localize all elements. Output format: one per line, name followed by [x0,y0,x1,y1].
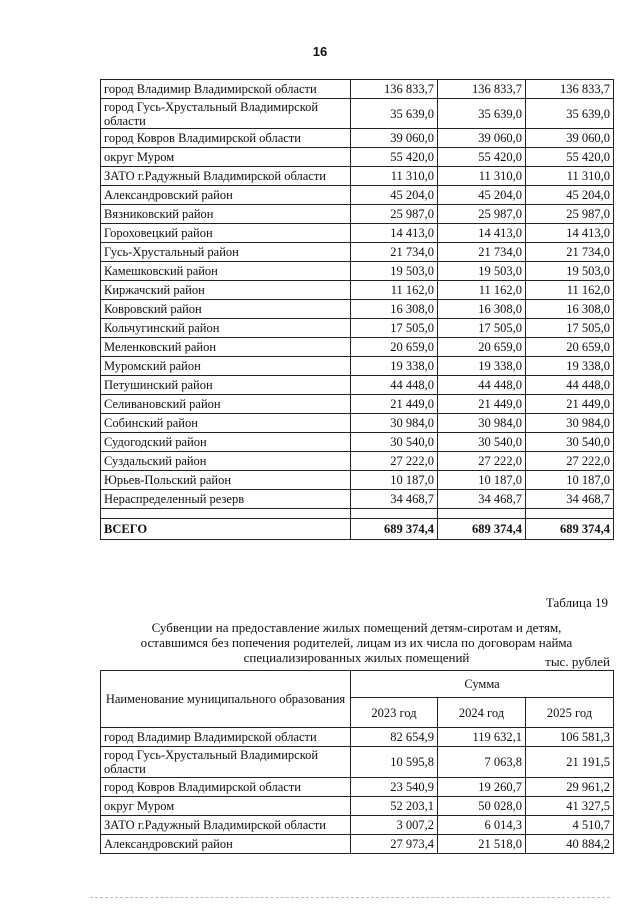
value-2025-cell: 44 448,0 [526,376,614,395]
municipality-cell: Гусь-Хрустальный район [101,243,351,262]
municipality-cell: Вязниковский район [101,205,351,224]
value-2024-cell: 19 503,0 [438,262,526,281]
units-label: тыс. рублей [545,654,610,669]
table-row [101,452,614,471]
value-2025-cell: 20 659,0 [526,338,614,357]
value-2023-cell: 52 203,1 [351,797,438,816]
table-row [101,778,614,797]
value-2025-cell: 11 162,0 [526,281,614,300]
housing-subsidies-table [100,670,614,854]
value-2023-cell: 30 540,0 [351,433,438,452]
table-row [101,747,614,778]
value-2023-cell: 11 162,0 [351,281,438,300]
header-year-2023: 2023 год [351,698,438,728]
value-2023-cell: 25 987,0 [351,205,438,224]
municipality-cell: город Гусь-Хрустальный Владимирской области [101,99,351,129]
value-2023-cell: 20 659,0 [351,338,438,357]
value-2023-cell: 11 310,0 [351,167,438,186]
value-2024-cell: 119 632,1 [438,728,526,747]
value-2025-cell: 27 222,0 [526,452,614,471]
value-2023-cell: 136 833,7 [351,80,438,99]
table1-body [101,80,614,540]
table-label: Таблица 19 [545,595,608,610]
value-2023-cell: 17 505,0 [351,319,438,338]
value-2024-cell: 19 260,7 [438,778,526,797]
table-row [101,433,614,452]
table-row [101,129,614,148]
value-2023-cell: 23 540,9 [351,778,438,797]
spacer-row [101,509,614,519]
value-2025-cell: 106 581,3 [526,728,614,747]
value-2023-cell: 16 308,0 [351,300,438,319]
value-2024-cell: 19 338,0 [438,357,526,376]
table-row [101,395,614,414]
header-year-2025: 2025 год [526,698,614,728]
value-2025-cell: 21 449,0 [526,395,614,414]
municipality-cell: Меленковский район [101,338,351,357]
value-2025-cell: 29 961,2 [526,778,614,797]
table-row [101,338,614,357]
value-2024-cell: 35 639,0 [438,99,526,129]
title-line: специализированных жилых помещений [243,650,470,665]
table-row [101,376,614,395]
page-number: 16 [312,44,328,59]
value-2025-cell: 4 510,7 [526,816,614,835]
value-2024-cell: 20 659,0 [438,338,526,357]
value-2023-cell: 39 060,0 [351,129,438,148]
value-2023-cell: 689 374,4 [351,519,438,540]
spacer-cell [351,509,438,519]
value-2023-cell: 21 449,0 [351,395,438,414]
value-2024-cell: 39 060,0 [438,129,526,148]
municipality-cell: Селивановский район [101,395,351,414]
table-row [101,243,614,262]
municipality-cell: Собинский район [101,414,351,433]
value-2025-cell: 16 308,0 [526,300,614,319]
municipality-cell: город Владимир Владимирской области [101,80,351,99]
municipality-cell: ЗАТО г.Радужный Владимирской области [101,167,351,186]
municipality-cell: ЗАТО г.Радужный Владимирской области [101,816,351,835]
spacer-cell [526,509,614,519]
value-2025-cell: 30 984,0 [526,414,614,433]
value-2024-cell: 14 413,0 [438,224,526,243]
value-2025-cell: 14 413,0 [526,224,614,243]
table-row [101,80,614,99]
table-row [101,205,614,224]
value-2024-cell: 55 420,0 [438,148,526,167]
value-2024-cell: 50 028,0 [438,797,526,816]
table-row [101,300,614,319]
value-2025-cell: 25 987,0 [526,205,614,224]
value-2024-cell: 25 987,0 [438,205,526,224]
value-2023-cell: 10 187,0 [351,471,438,490]
table-row [101,816,614,835]
title-line: оставшимся без попечения родителей, лицам из их числа по договорам найма [140,635,573,650]
table-row [101,99,614,129]
table-row [101,319,614,338]
page-bottom-edge [90,897,610,898]
table-row [101,167,614,186]
value-2024-cell: 689 374,4 [438,519,526,540]
municipality-cell: Петушинский район [101,376,351,395]
value-2023-cell: 82 654,9 [351,728,438,747]
municipality-cell: Кольчугинский район [101,319,351,338]
value-2024-cell: 136 833,7 [438,80,526,99]
spacer-cell [438,509,526,519]
value-2023-cell: 21 734,0 [351,243,438,262]
municipality-cell: округ Муром [101,148,351,167]
value-2025-cell: 30 540,0 [526,433,614,452]
value-2024-cell: 16 308,0 [438,300,526,319]
municipality-cell: Нераспределенный резерв [101,490,351,509]
municipality-cell: город Гусь-Хрустальный Владимирской области [101,747,351,778]
value-2025-cell: 34 468,7 [526,490,614,509]
value-2023-cell: 45 204,0 [351,186,438,205]
value-2023-cell: 14 413,0 [351,224,438,243]
municipality-cell: Муромский район [101,357,351,376]
value-2024-cell: 10 187,0 [438,471,526,490]
municipality-cell: город Ковров Владимирской области [101,778,351,797]
table-row [101,148,614,167]
value-2023-cell: 35 639,0 [351,99,438,129]
value-2024-cell: 21 734,0 [438,243,526,262]
table-row [101,281,614,300]
value-2023-cell: 34 468,7 [351,490,438,509]
table-row [101,835,614,854]
value-2025-cell: 17 505,0 [526,319,614,338]
total-row [101,519,614,540]
header-year-2024: 2024 год [438,698,526,728]
subsidies-table-continued [100,79,614,540]
municipality-cell: Александровский район [101,186,351,205]
value-2024-cell: 30 540,0 [438,433,526,452]
value-2025-cell: 19 503,0 [526,262,614,281]
value-2025-cell: 55 420,0 [526,148,614,167]
table-row [101,262,614,281]
value-2024-cell: 11 162,0 [438,281,526,300]
value-2024-cell: 21 518,0 [438,835,526,854]
value-2025-cell: 41 327,5 [526,797,614,816]
value-2025-cell: 19 338,0 [526,357,614,376]
value-2025-cell: 689 374,4 [526,519,614,540]
municipality-cell: округ Муром [101,797,351,816]
value-2024-cell: 27 222,0 [438,452,526,471]
table-row [101,797,614,816]
municipality-cell: Александровский район [101,835,351,854]
value-2023-cell: 19 503,0 [351,262,438,281]
value-2023-cell: 27 973,4 [351,835,438,854]
value-2024-cell: 45 204,0 [438,186,526,205]
table2-body [101,728,614,854]
value-2024-cell: 44 448,0 [438,376,526,395]
table-title [100,620,613,665]
municipality-cell: Киржачский район [101,281,351,300]
municipality-cell: Судогодский район [101,433,351,452]
value-2025-cell: 21 734,0 [526,243,614,262]
value-2025-cell: 40 884,2 [526,835,614,854]
value-2023-cell: 10 595,8 [351,747,438,778]
municipality-cell: Камешковский район [101,262,351,281]
value-2023-cell: 27 222,0 [351,452,438,471]
municipality-cell: Ковровский район [101,300,351,319]
header-sum: Сумма [351,671,614,698]
municipality-cell: город Владимир Владимирской области [101,728,351,747]
value-2023-cell: 55 420,0 [351,148,438,167]
value-2023-cell: 30 984,0 [351,414,438,433]
table-row [101,471,614,490]
value-2024-cell: 6 014,3 [438,816,526,835]
table-row [101,186,614,205]
value-2024-cell: 21 449,0 [438,395,526,414]
value-2024-cell: 7 063,8 [438,747,526,778]
value-2024-cell: 30 984,0 [438,414,526,433]
table-row [101,414,614,433]
value-2025-cell: 136 833,7 [526,80,614,99]
value-2025-cell: 35 639,0 [526,99,614,129]
value-2023-cell: 3 007,2 [351,816,438,835]
value-2023-cell: 19 338,0 [351,357,438,376]
value-2025-cell: 11 310,0 [526,167,614,186]
value-2024-cell: 17 505,0 [438,319,526,338]
value-2025-cell: 10 187,0 [526,471,614,490]
header-municipality: Наименование муниципального образования [101,671,351,728]
table-row [101,357,614,376]
spacer-cell [101,509,351,519]
value-2024-cell: 34 468,7 [438,490,526,509]
value-2023-cell: 44 448,0 [351,376,438,395]
table-row [101,728,614,747]
table-row [101,490,614,509]
value-2025-cell: 45 204,0 [526,186,614,205]
value-2025-cell: 21 191,5 [526,747,614,778]
municipality-cell: Гороховецкий район [101,224,351,243]
municipality-cell: Суздальский район [101,452,351,471]
municipality-cell: город Ковров Владимирской области [101,129,351,148]
value-2024-cell: 11 310,0 [438,167,526,186]
value-2025-cell: 39 060,0 [526,129,614,148]
table-row [101,224,614,243]
municipality-cell: Юрьев-Польский район [101,471,351,490]
municipality-cell: ВСЕГО [101,519,351,540]
title-line: Субвенции на предоставление жилых помещений детям-сиротам и детям, [151,620,562,635]
